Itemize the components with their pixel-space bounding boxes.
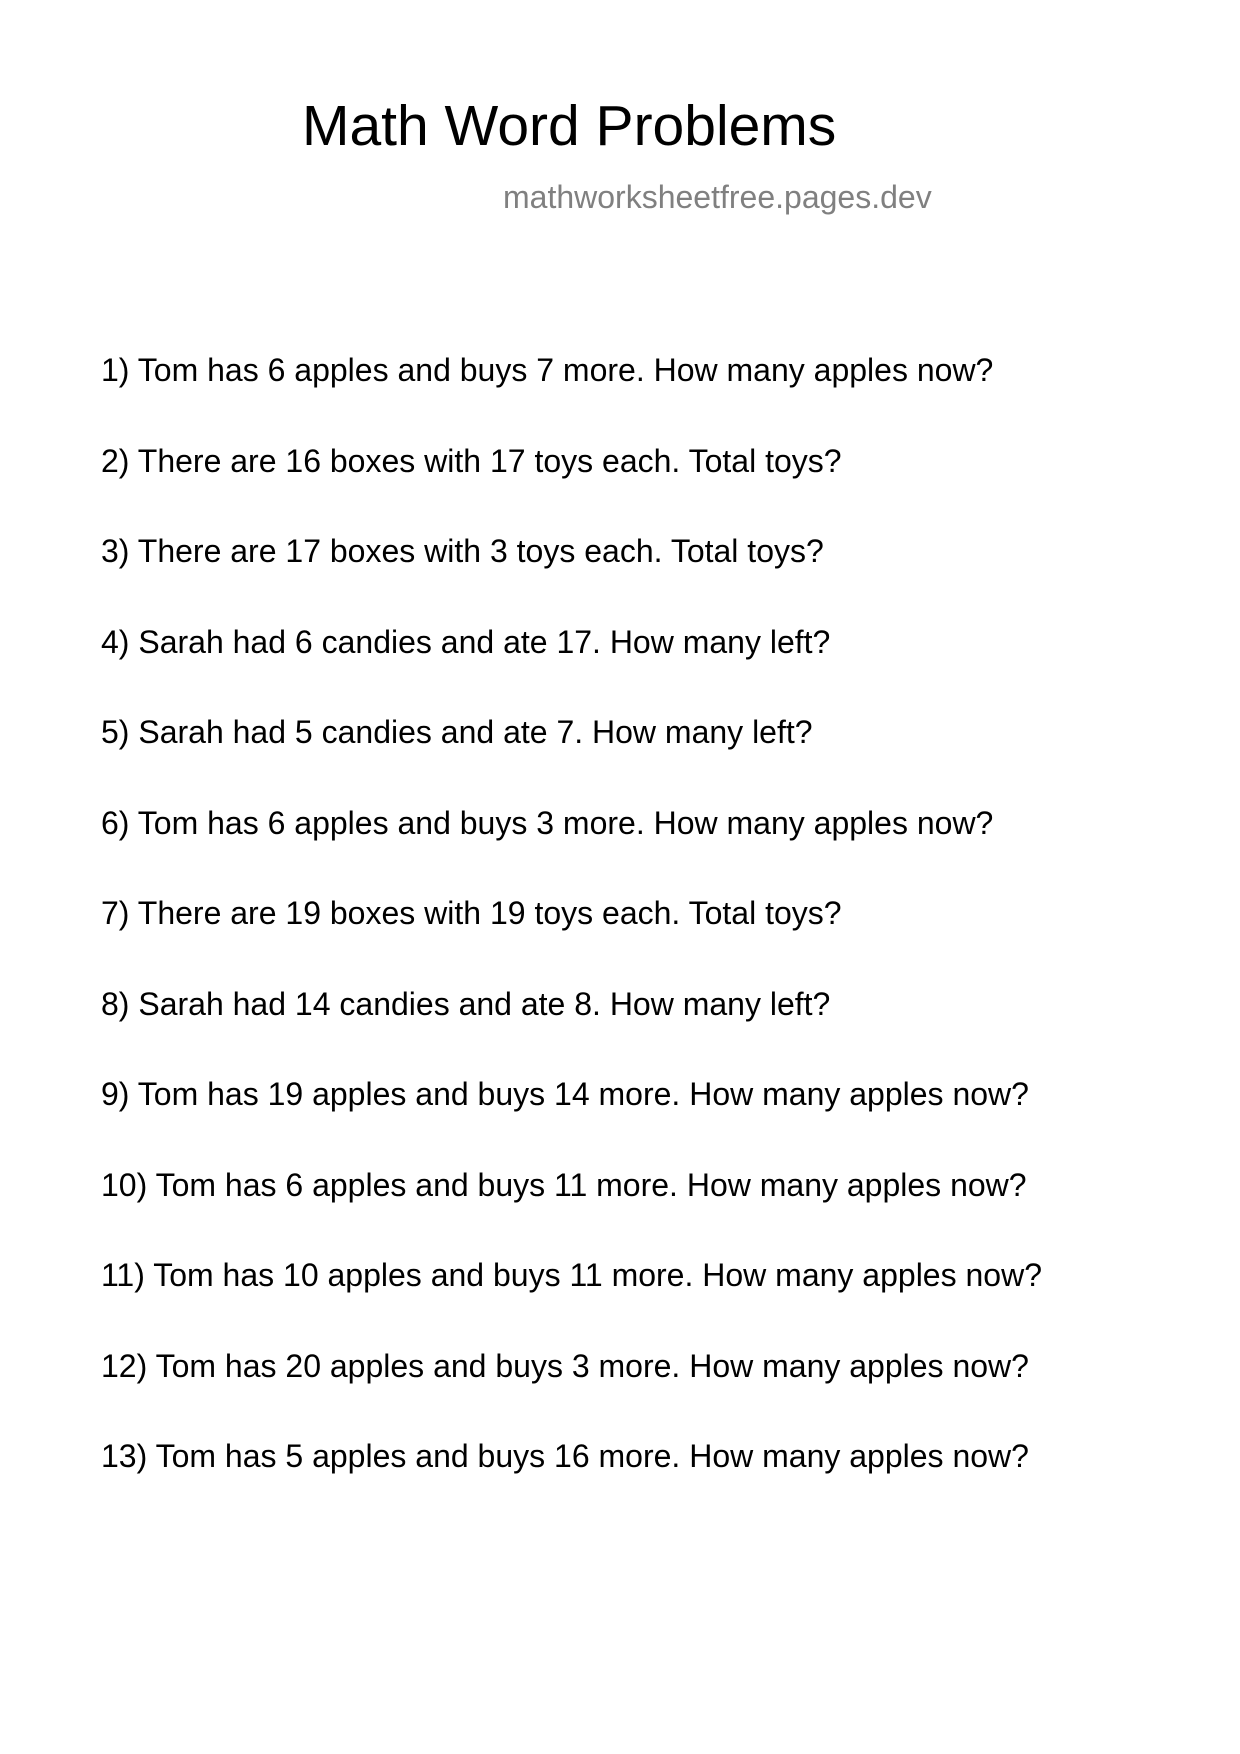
problem-item: 7) There are 19 boxes with 19 toys each. Total toys? [101, 895, 842, 931]
problem-item: 5) Sarah had 5 candies and ate 7. How many left? [101, 714, 813, 750]
problem-item: 3) There are 17 boxes with 3 toys each. Total toys? [101, 533, 824, 569]
problem-item: 8) Sarah had 14 candies and ate 8. How many left? [101, 985, 831, 1022]
problem-item: 1) Tom has 6 apples and buys 7 more. How many apples now? [101, 352, 994, 388]
problem-item: 12) Tom has 20 apples and buys 3 more. How many apples now? [101, 1347, 1029, 1384]
problem-item: 4) Sarah had 6 candies and ate 17. How many left? [101, 623, 831, 660]
problem-item: 2) There are 16 boxes with 17 toys each. Total toys? [101, 442, 842, 479]
problem-list [101, 352, 1042, 1529]
worksheet-source: mathworksheetfree.pages.dev [503, 179, 932, 215]
problem-item: 10) Tom has 6 apples and buys 11 more. How many apples now? [101, 1166, 1027, 1203]
worksheet-title: Math Word Problems [302, 94, 837, 158]
problem-item: 6) Tom has 6 apples and buys 3 more. How many apples now? [101, 804, 994, 841]
problem-item: 9) Tom has 19 apples and buys 14 more. How many apples now? [101, 1076, 1029, 1112]
problem-item: 13) Tom has 5 apples and buys 16 more. How many apples now? [101, 1438, 1029, 1474]
problem-item: 11) Tom has 10 apples and buys 11 more. How many apples now? [101, 1257, 1042, 1293]
